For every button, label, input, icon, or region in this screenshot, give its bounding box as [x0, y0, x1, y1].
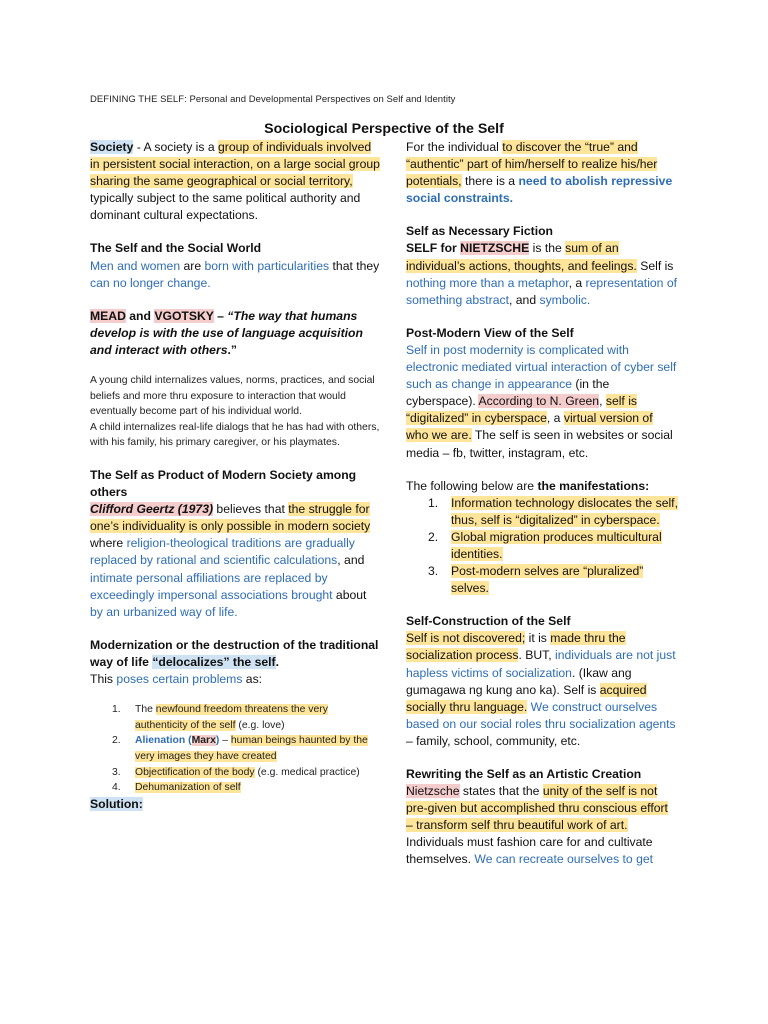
nietzsche-name-2: Nietzsche: [406, 784, 460, 799]
artistic-paragraph: Nietzsche states that the unity of the self is not pre-given but accomplished thru conscious effort – transform self thru beautiful work of art. Individuals must fashion care for and cultivate themselves. We can recreate ourselves to get: [406, 784, 668, 867]
nietzsche-name: NIETZSCHE: [460, 241, 530, 256]
child-paragraph-1: A young child internalizes values, norms, practices, and social beliefs and more thru exposure to interaction that would eventually become part of his individual world.: [90, 375, 375, 418]
construction-heading: Self-Construction of the Self: [406, 614, 571, 629]
problems-list: [90, 702, 380, 796]
social-world-paragraph: Men and women are born with particularities that they can no longer change.: [90, 258, 380, 290]
fiction-heading: Self as Necessary Fiction: [406, 224, 553, 239]
list-item: 3. Objectification of the body (e.g. medical practice): [112, 766, 360, 778]
geertz-author: Clifford Geertz (1973): [90, 502, 214, 517]
postmodern-heading: Post-Modern View of the Self: [406, 325, 574, 340]
intro-paragraph: For the individual to discover the “true” and “authentic” part of him/herself to realize his/her potentials, there is a need to abolish repressive social constraints.: [406, 140, 673, 206]
list-item: 1. The newfound freedom threatens the very authenticity of the self (e.g. love): [112, 704, 328, 731]
list-item: 2. Alienation (Marx) – human beings haunted by the very images they have created: [112, 735, 368, 762]
manifestations-list: [406, 495, 678, 598]
left-column: [90, 139, 380, 813]
mead-name: MEAD: [90, 308, 126, 323]
list-item: 3. Post-modern selves are “pluralized” selves.: [428, 564, 644, 596]
artistic-heading: Rewriting the Self as an Artistic Creation: [406, 767, 642, 781]
social-world-heading: The Self and the Social World: [90, 241, 262, 256]
page-title: Sociological Perspective of the Self: [264, 121, 504, 137]
society-definition: group of individuals involved in persistent social interaction, on a large social group sharing the same geographical or social territory,: [90, 140, 380, 189]
solution-label: Solution:: [90, 796, 143, 811]
vgotsky-name: VGOTSKY: [154, 308, 214, 323]
manifestations-intro: The following below are the manifestations:: [406, 478, 650, 493]
right-column: [406, 139, 678, 869]
child-paragraph-2: A child internalizes real-life dialogs that he has had with others, with his family, his primary caregiver, or his playmates.: [90, 421, 380, 449]
society-paragraph: Society - A society is a group of individuals involved in persistent social interaction, on a large social group sharing the same geographical or social territory, typically subject to the same political authority and dominant cultural expectations.: [90, 140, 380, 223]
list-item: 2. Global migration produces multicultural identities.: [428, 529, 662, 561]
nietzsche-paragraph: SELF for NIETZSCHE is the sum of an individual’s actions, thoughts, and feelings. Self is nothing more than a metaphor, a representation of something abstract, and symbolic.: [406, 241, 678, 307]
construction-paragraph: Self is not discovered; it is made thru the socialization process. BUT, individuals are not just hapless victims of socialization. (Ikaw ang gumagawa ng kung ano ka). Self is acquired socially thru language. We construct ourselves based on our social roles thru socialization agents – family, school, community, etc.: [406, 631, 676, 748]
geertz-paragraph: Clifford Geertz (1973) believes that the struggle for one’s individuality is only possible in modern society where religion-theological traditions are gradually replaced by rational and scientific calculations, and intimate personal affiliations are replaced by exceedingly impersonal associations brought about by an urbanized way of life.: [90, 502, 371, 619]
society-term: Society: [90, 140, 134, 154]
modern-society-heading: The Self as Product of Modern Society among others: [90, 468, 357, 500]
list-item: 4. Dehumanization of self: [112, 782, 241, 794]
modernization-paragraph: Modernization or the destruction of the traditional way of life “delocalizes” the self. This poses certain problems as:: [90, 637, 379, 687]
postmodern-paragraph: Self in post modernity is complicated with electronic mediated virtual interaction of cyber self such as change in appearance (in the cyberspace). According to N. Green, self is “digitalized” in cyberspace, a virtual version of who we are. The self is seen in websites or social media – fb, twitter, instagram, etc.: [406, 342, 677, 460]
document-header: DEFINING THE SELF: Personal and Developmental Perspectives on Self and Identity: [90, 94, 456, 105]
mead-vgotsky-quote: MEAD and VGOTSKY – “The way that humans develop is with the use of language acquisition and interact with others.”: [90, 308, 363, 357]
list-item: 1. Information technology dislocates the self, thus, self is “digitalized” in cyberspace.: [428, 495, 678, 527]
